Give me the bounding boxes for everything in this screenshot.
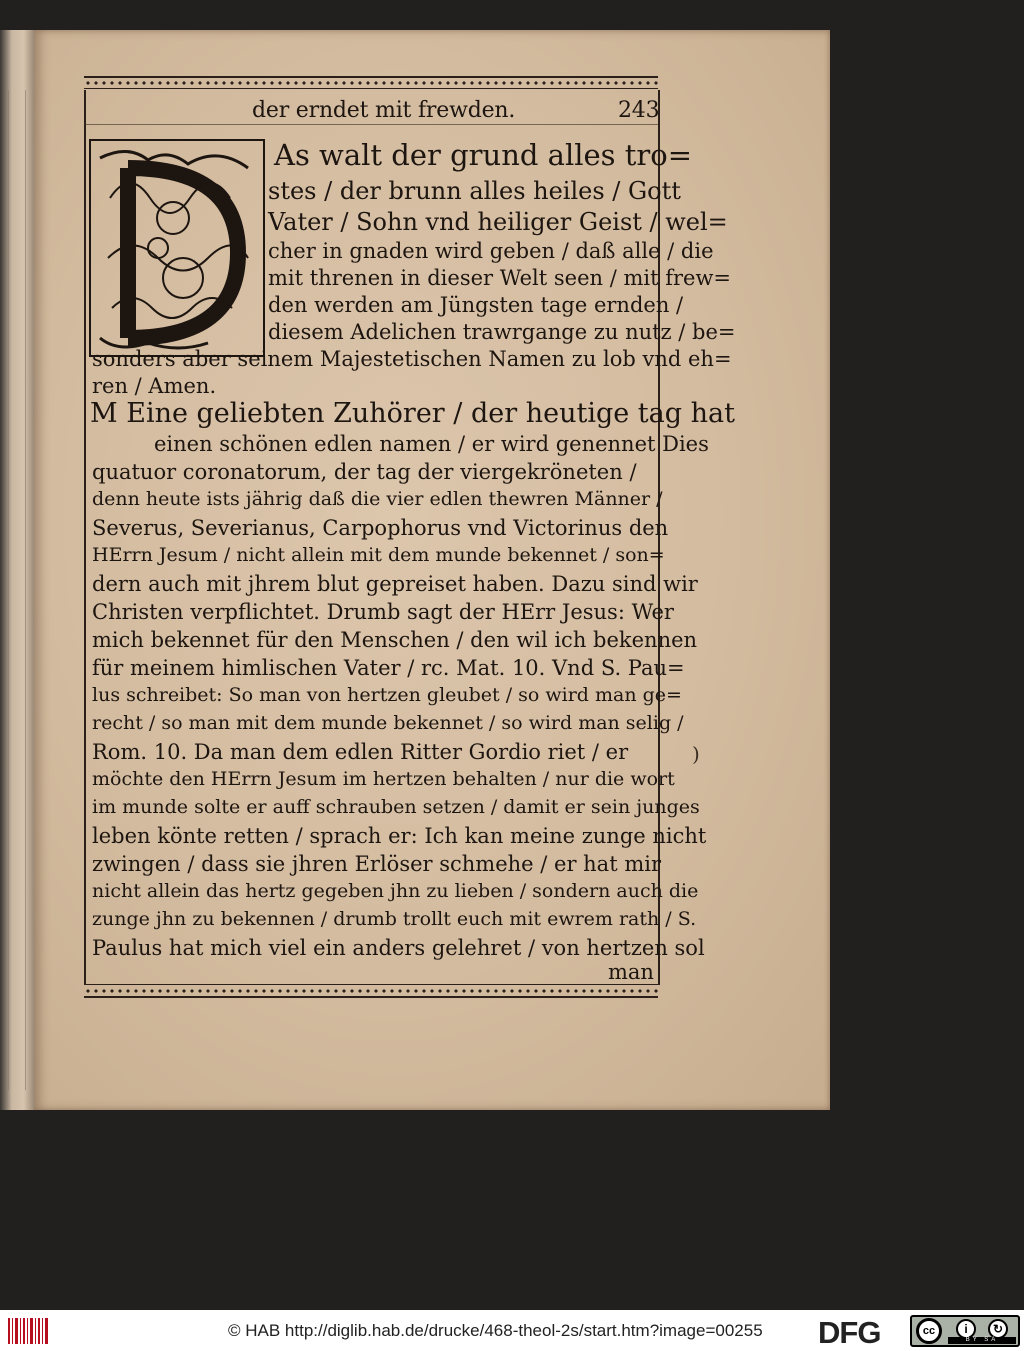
sa-icon: ↻ <box>988 1319 1008 1339</box>
decorated-initial <box>88 138 266 358</box>
text-line: Christen verpflichtet. Drumb sagt der HErr Jesus: Wer <box>92 600 674 624</box>
text-line: zunge jhn zu bekennen / drumb trollt euch mit ewrem rath / S. <box>92 908 697 930</box>
text-line: quatuor coronatorum, der tag der viergekröneten / <box>92 460 637 484</box>
top-ornamental-rule <box>84 76 658 90</box>
text-line: leben könte retten / sprach er: Ich kan meine zunge nicht <box>92 824 707 848</box>
running-head: der erndet mit frewden. <box>252 98 516 123</box>
cc-license-badge[interactable] <box>910 1315 1020 1347</box>
text-line: sonders aber seinem Majestetischen Namen zu lob vnd eh= <box>92 347 732 371</box>
by-icon: i <box>956 1319 976 1339</box>
cc-icon: cc <box>916 1318 942 1344</box>
text-line: Paulus hat mich viel ein anders gelehret / von hertzen sol <box>92 936 705 960</box>
text-line: stes / der brunn alles heiles / Gott <box>268 177 681 205</box>
text-line: Vater / Sohn vnd heiliger Geist / wel= <box>268 208 728 236</box>
text-line: HErrn Jesum / nicht allein mit dem munde bekennet / son= <box>92 544 665 566</box>
text-line: lus schreibet: So man von hertzen gleubet / so wird man ge= <box>92 684 682 706</box>
text-line: dern auch mit jhrem blut gepreiset haben. Dazu sind wir <box>92 572 698 596</box>
text-line: im munde solte er auff schrauben setzen / damit er sein junges <box>92 796 700 818</box>
book-page <box>34 30 830 1110</box>
barcode-icon <box>8 1318 48 1344</box>
dfg-logo: DFG <box>818 1315 881 1350</box>
text-line: möchte den HErrn Jesum im hertzen behalten / nur die wort <box>92 768 675 790</box>
text-line: Rom. 10. Da man dem edlen Ritter Gordio riet / er <box>92 740 629 764</box>
text-line: zwingen / dass sie jhren Erlöser schmehe / er hat mir <box>92 852 661 876</box>
marginal-mark: ) <box>692 742 700 766</box>
previous-page-edge <box>0 30 34 1110</box>
license-strip: BY SA <box>948 1337 1016 1344</box>
text-line: diesem Adelichen trawrgange zu nutz / be= <box>268 320 736 344</box>
text-line: cher in gnaden wird geben / daß alle / die <box>268 239 714 263</box>
decorated-initial-d-icon <box>88 138 266 358</box>
bottom-ornamental-rule <box>84 984 658 998</box>
text-line: ren / Amen. <box>92 374 217 398</box>
text-line: mich bekennet für den Menschen / den wil ich bekennen <box>92 628 698 652</box>
source-link[interactable]: © HAB http://diglib.hab.de/drucke/468-theol-2s/start.htm?image=00255 <box>228 1321 763 1340</box>
page-number: 243 <box>618 98 660 123</box>
catchword: man <box>608 960 654 984</box>
text-line: As walt der grund alles tro= <box>274 138 693 172</box>
text-line: den werden am Jüngsten tage ernden / <box>268 293 684 317</box>
text-line: M Eine geliebten Zuhörer / der heutige tag hat <box>90 398 735 429</box>
left-frame-rule <box>84 90 86 985</box>
text-line: Severus, Severianus, Carpophorus vnd Victorinus den <box>92 516 669 540</box>
text-line: denn heute ists jährig daß die vier edlen thewren Männer / <box>92 488 663 510</box>
text-line: nicht allein das hertz gegeben jhn zu lieben / sondern auch die <box>92 880 699 902</box>
text-line: einen schönen edlen namen / er wird genennet Dies <box>154 432 709 456</box>
running-head-rule <box>84 124 658 125</box>
text-line: für meinem himlischen Vater / rc. Mat. 10. Vnd S. Pau= <box>92 656 685 680</box>
text-line: mit threnen in dieser Welt seen / mit frew= <box>268 266 732 290</box>
viewer-footer <box>0 1310 1024 1351</box>
text-line: recht / so man mit dem munde bekennet / so wird man selig / <box>92 712 684 734</box>
